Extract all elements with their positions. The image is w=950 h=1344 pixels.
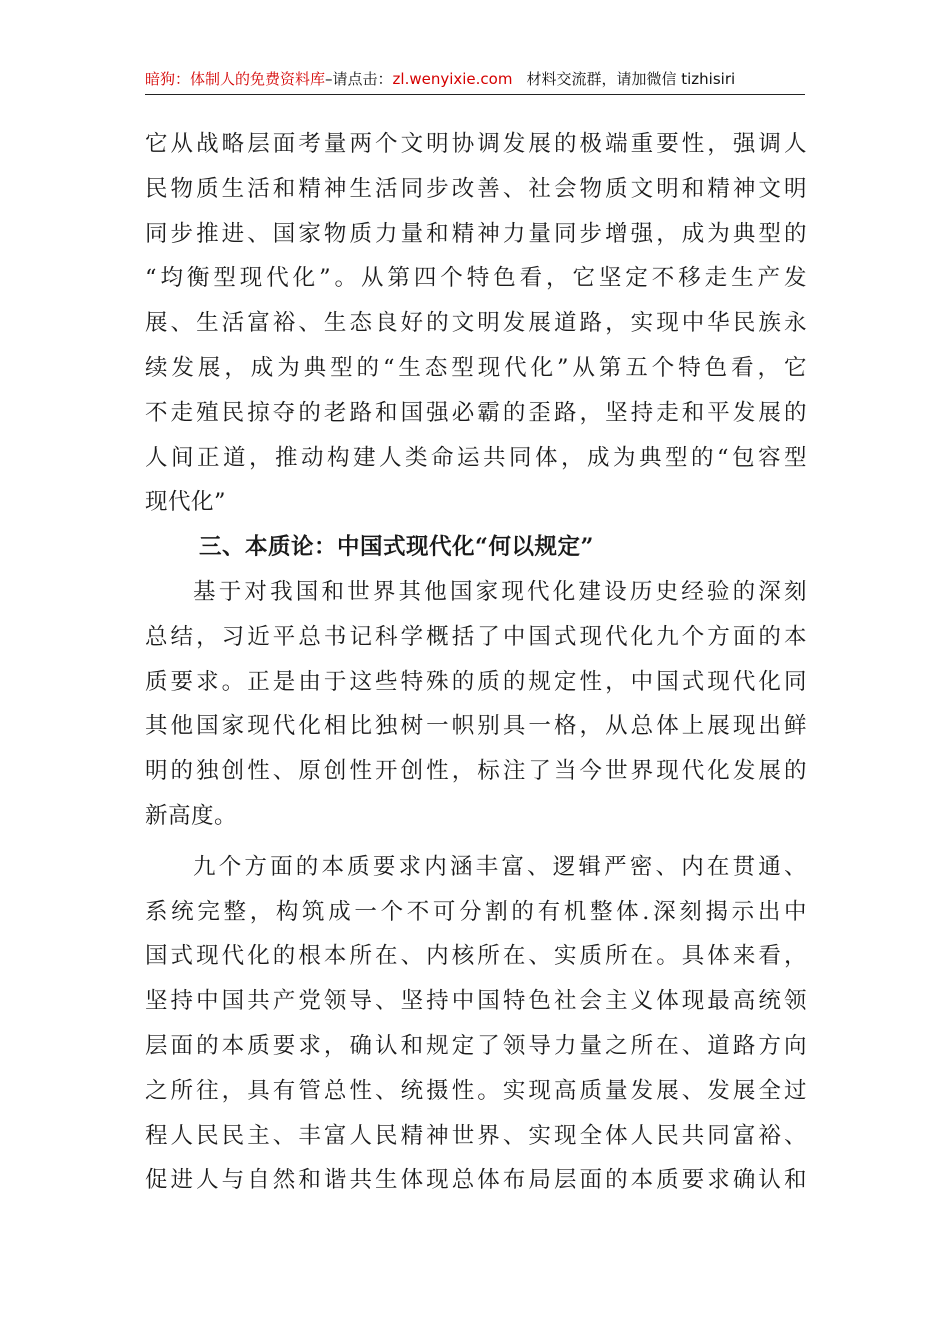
paragraph-line: 民物质生活和精神生活同步改善、社会物质文明和精神文明	[145, 175, 807, 202]
paragraph-line: 明的独创性、原创性开创性，标注了当今世界现代化发展的	[145, 758, 807, 785]
paragraph-line: 现代化”	[145, 489, 227, 516]
paragraph-line: 续发展，成为典型的“生态型现代化”从第五个特色看，它	[145, 354, 807, 381]
paragraph-line: 质要求。正是由于这些特殊的质的规定性，中国式现代化同	[145, 668, 807, 695]
paragraph-line: 系统完整，构筑成一个不可分割的有机整体.深刻揭示出中	[145, 898, 807, 925]
paragraph-line: 程人民民主、丰富人民精神世界、实现全体人民共同富裕、	[145, 1122, 807, 1149]
paragraph-line: 其他国家现代化相比独树一帜别具一格，从总体上展现出鲜	[145, 713, 807, 740]
paragraph-line: “均衡型现代化”。从第四个特色看，它坚定不移走生产发	[145, 265, 807, 292]
paragraph-line: 展、生活富裕、生态良好的文明发展道路，实现中华民族永	[145, 310, 807, 337]
paragraph-line: 它从战略层面考量两个文明协调发展的极端重要性，强调人	[145, 131, 807, 157]
paragraph-line: 国式现代化的根本所在、内核所在、实质所在。具体来看，	[145, 943, 807, 970]
paragraph-line: 人间正道，推动构建人类命运共同体，成为典型的“包容型	[145, 444, 807, 471]
paragraph-line: 同步推进、国家物质力量和精神力量同步增强，成为典型的	[145, 220, 807, 247]
page-header	[145, 66, 805, 95]
paragraph-line: 基于对我国和世界其他国家现代化建设历史经验的深刻	[193, 578, 807, 605]
document-body	[145, 122, 813, 1203]
header-url-link[interactable]: zl.wenyixie.com	[392, 70, 513, 88]
header-contact: 材料交流群，请加微信 tizhisiri	[526, 70, 736, 88]
header-brand: 暗狗：体制人的免费资料库	[145, 70, 326, 88]
section-heading: 三、本质论：中国式现代化“何以规定”	[199, 534, 594, 561]
paragraph-line: 之所往，具有管总性、统摄性。实现高质量发展、发展全过	[145, 1077, 807, 1104]
paragraph-line: 总结，习近平总书记科学概括了中国式现代化九个方面的本	[145, 623, 807, 650]
header-cta: –请点击：	[325, 70, 393, 88]
paragraph-line: 不走殖民掠夺的老路和国强必霸的歪路，坚持走和平发展的	[145, 399, 807, 426]
paragraph-line: 促进人与自然和谐共生体现总体布局层面的本质要求确认和	[145, 1167, 807, 1194]
paragraph-line: 新高度。	[145, 802, 238, 829]
paragraph-line: 坚持中国共产党领导、坚持中国特色社会主义体现最高统领	[145, 988, 807, 1015]
paragraph-line: 九个方面的本质要求内涵丰富、逻辑严密、内在贯通、	[193, 853, 807, 880]
paragraph-line: 层面的本质要求，确认和规定了领导力量之所在、道路方向	[145, 1032, 807, 1059]
